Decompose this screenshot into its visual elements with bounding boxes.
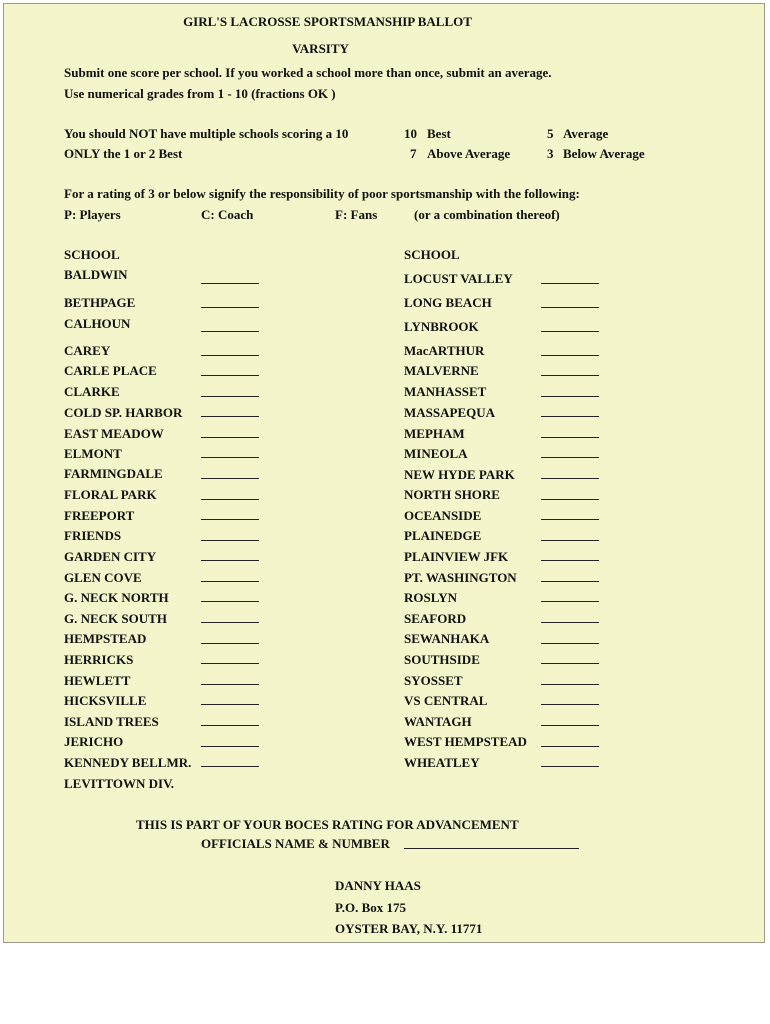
right-school-name: PLAINEDGE [404, 528, 482, 543]
left-school-name: G. NECK NORTH [64, 590, 169, 605]
left-school-name: ISLAND TREES [64, 714, 159, 729]
right-score-field[interactable] [541, 684, 599, 685]
left-score-field[interactable] [201, 560, 259, 561]
instruction-line-1: Submit one score per school. If you worked a school more than once, submit an average. [64, 65, 552, 80]
responsibility-combo: (or a combination thereof) [414, 207, 560, 222]
left-score-field[interactable] [201, 684, 259, 685]
right-score-field[interactable] [541, 622, 599, 623]
instruction-line-2: Use numerical grades from 1 - 10 (fractions OK ) [64, 86, 336, 101]
rule-line-2: ONLY the 1 or 2 Best [64, 146, 183, 161]
left-school-name: CLARKE [64, 384, 120, 399]
right-school-name: LYNBROOK [404, 319, 479, 334]
right-school-name: MANHASSET [404, 384, 487, 399]
left-score-field[interactable] [201, 643, 259, 644]
officials-name-field[interactable] [404, 848, 579, 849]
right-school-name: MINEOLA [404, 446, 468, 461]
address-box: P.O. Box 175 [335, 900, 407, 915]
right-score-field[interactable] [541, 663, 599, 664]
right-school-name: MacARTHUR [404, 343, 485, 358]
right-school-name: MEPHAM [404, 426, 465, 441]
left-school-name: FRIENDS [64, 528, 122, 543]
left-school-name: GLEN COVE [64, 570, 142, 585]
right-score-field[interactable] [541, 283, 599, 284]
scale-7-number: 7 [410, 146, 417, 161]
scale-10-number: 10 [404, 126, 417, 141]
scale-7-label: Above Average [427, 146, 511, 161]
left-school-name: HEWLETT [64, 673, 131, 688]
right-score-field[interactable] [541, 746, 599, 747]
right-score-field[interactable] [541, 331, 599, 332]
left-column-header: SCHOOL [64, 247, 120, 262]
left-score-field[interactable] [201, 704, 259, 705]
right-school-name: VS CENTRAL [404, 693, 488, 708]
left-school-name: FLORAL PARK [64, 487, 157, 502]
right-score-field[interactable] [541, 499, 599, 500]
right-score-field[interactable] [541, 307, 599, 308]
right-school-name: OCEANSIDE [404, 508, 482, 523]
left-score-field[interactable] [201, 499, 259, 500]
left-score-field[interactable] [201, 396, 259, 397]
right-school-name: WEST HEMPSTEAD [404, 734, 527, 749]
responsibility-intro: For a rating of 3 or below signify the responsibility of poor sportsmanship with the following: [64, 186, 580, 201]
right-score-field[interactable] [541, 601, 599, 602]
right-column-header: SCHOOL [404, 247, 460, 262]
left-school-name: HERRICKS [64, 652, 134, 667]
right-school-name: LOCUST VALLEY [404, 271, 513, 286]
responsibility-players: P: Players [64, 207, 121, 222]
right-school-name: MASSAPEQUA [404, 405, 496, 420]
right-school-name: PT. WASHINGTON [404, 570, 517, 585]
right-score-field[interactable] [541, 766, 599, 767]
left-score-field[interactable] [201, 725, 259, 726]
scale-3-label: Below Average [563, 146, 645, 161]
left-school-name: FREEPORT [64, 508, 135, 523]
left-score-field[interactable] [201, 437, 259, 438]
left-school-name: GARDEN CITY [64, 549, 157, 564]
scale-5-number: 5 [547, 126, 554, 141]
right-score-field[interactable] [541, 478, 599, 479]
left-score-field[interactable] [201, 519, 259, 520]
right-school-name: NORTH SHORE [404, 487, 500, 502]
right-school-name: ROSLYN [404, 590, 457, 605]
left-school-name: CAREY [64, 343, 111, 358]
right-score-field[interactable] [541, 704, 599, 705]
ballot-level: VARSITY [292, 41, 349, 56]
right-school-name: WANTAGH [404, 714, 472, 729]
left-score-field[interactable] [201, 307, 259, 308]
left-score-field[interactable] [201, 663, 259, 664]
scale-3-number: 3 [547, 146, 554, 161]
left-school-name: BALDWIN [64, 267, 128, 282]
right-score-field[interactable] [541, 643, 599, 644]
left-school-name: JERICHO [64, 734, 124, 749]
right-school-name: SEAFORD [404, 611, 467, 626]
right-score-field[interactable] [541, 437, 599, 438]
left-school-name: EAST MEADOW [64, 426, 164, 441]
right-score-field[interactable] [541, 355, 599, 356]
right-score-field[interactable] [541, 416, 599, 417]
responsibility-coach: C: Coach [201, 207, 254, 222]
left-score-field[interactable] [201, 283, 259, 284]
right-school-name: PLAINVIEW JFK [404, 549, 509, 564]
left-school-name: FARMINGDALE [64, 466, 163, 481]
right-school-name: SEWANHAKA [404, 631, 490, 646]
left-score-field[interactable] [201, 581, 259, 582]
right-score-field[interactable] [541, 581, 599, 582]
scale-10-label: Best [427, 126, 451, 141]
left-school-name: CARLE PLACE [64, 363, 157, 378]
scale-5-label: Average [563, 126, 609, 141]
left-score-field[interactable] [201, 416, 259, 417]
right-score-field[interactable] [541, 457, 599, 458]
right-score-field[interactable] [541, 560, 599, 561]
right-score-field[interactable] [541, 540, 599, 541]
right-school-name: SYOSSET [404, 673, 463, 688]
left-school-name: ELMONT [64, 446, 122, 461]
left-school-name: COLD SP. HARBOR [64, 405, 183, 420]
left-school-name: KENNEDY BELLMR. [64, 755, 192, 770]
right-school-name: NEW HYDE PARK [404, 467, 515, 482]
left-school-name: HICKSVILLE [64, 693, 147, 708]
left-score-field[interactable] [201, 375, 259, 376]
boces-note: THIS IS PART OF YOUR BOCES RATING FOR ADVANCEMENT [136, 817, 519, 832]
left-score-field[interactable] [201, 622, 259, 623]
ballot-title: GIRL'S LACROSSE SPORTSMANSHIP BALLOT [183, 14, 472, 29]
right-school-name: LONG BEACH [404, 295, 492, 310]
left-score-field[interactable] [201, 766, 259, 767]
left-school-name: CALHOUN [64, 316, 131, 331]
right-school-name: MALVERNE [404, 363, 479, 378]
right-score-field[interactable] [541, 396, 599, 397]
left-school-name: G. NECK SOUTH [64, 611, 167, 626]
left-score-field[interactable] [201, 478, 259, 479]
address-city: OYSTER BAY, N.Y. 11771 [335, 921, 483, 936]
rule-line-1: You should NOT have multiple schools scoring a 10 [64, 126, 349, 141]
left-score-field[interactable] [201, 331, 259, 332]
left-score-field[interactable] [201, 355, 259, 356]
right-school-name: WHEATLEY [404, 755, 480, 770]
right-score-field[interactable] [541, 725, 599, 726]
right-score-field[interactable] [541, 375, 599, 376]
officials-label: OFFICIALS NAME & NUMBER [201, 836, 390, 851]
right-school-name: SOUTHSIDE [404, 652, 480, 667]
left-score-field[interactable] [201, 457, 259, 458]
left-school-name: LEVITTOWN DIV. [64, 776, 175, 791]
right-score-field[interactable] [541, 519, 599, 520]
address-name: DANNY HAAS [335, 878, 421, 893]
responsibility-fans: F: Fans [335, 207, 378, 222]
left-school-name: BETHPAGE [64, 295, 136, 310]
left-score-field[interactable] [201, 540, 259, 541]
left-score-field[interactable] [201, 601, 259, 602]
left-school-name: HEMPSTEAD [64, 631, 147, 646]
left-score-field[interactable] [201, 746, 259, 747]
